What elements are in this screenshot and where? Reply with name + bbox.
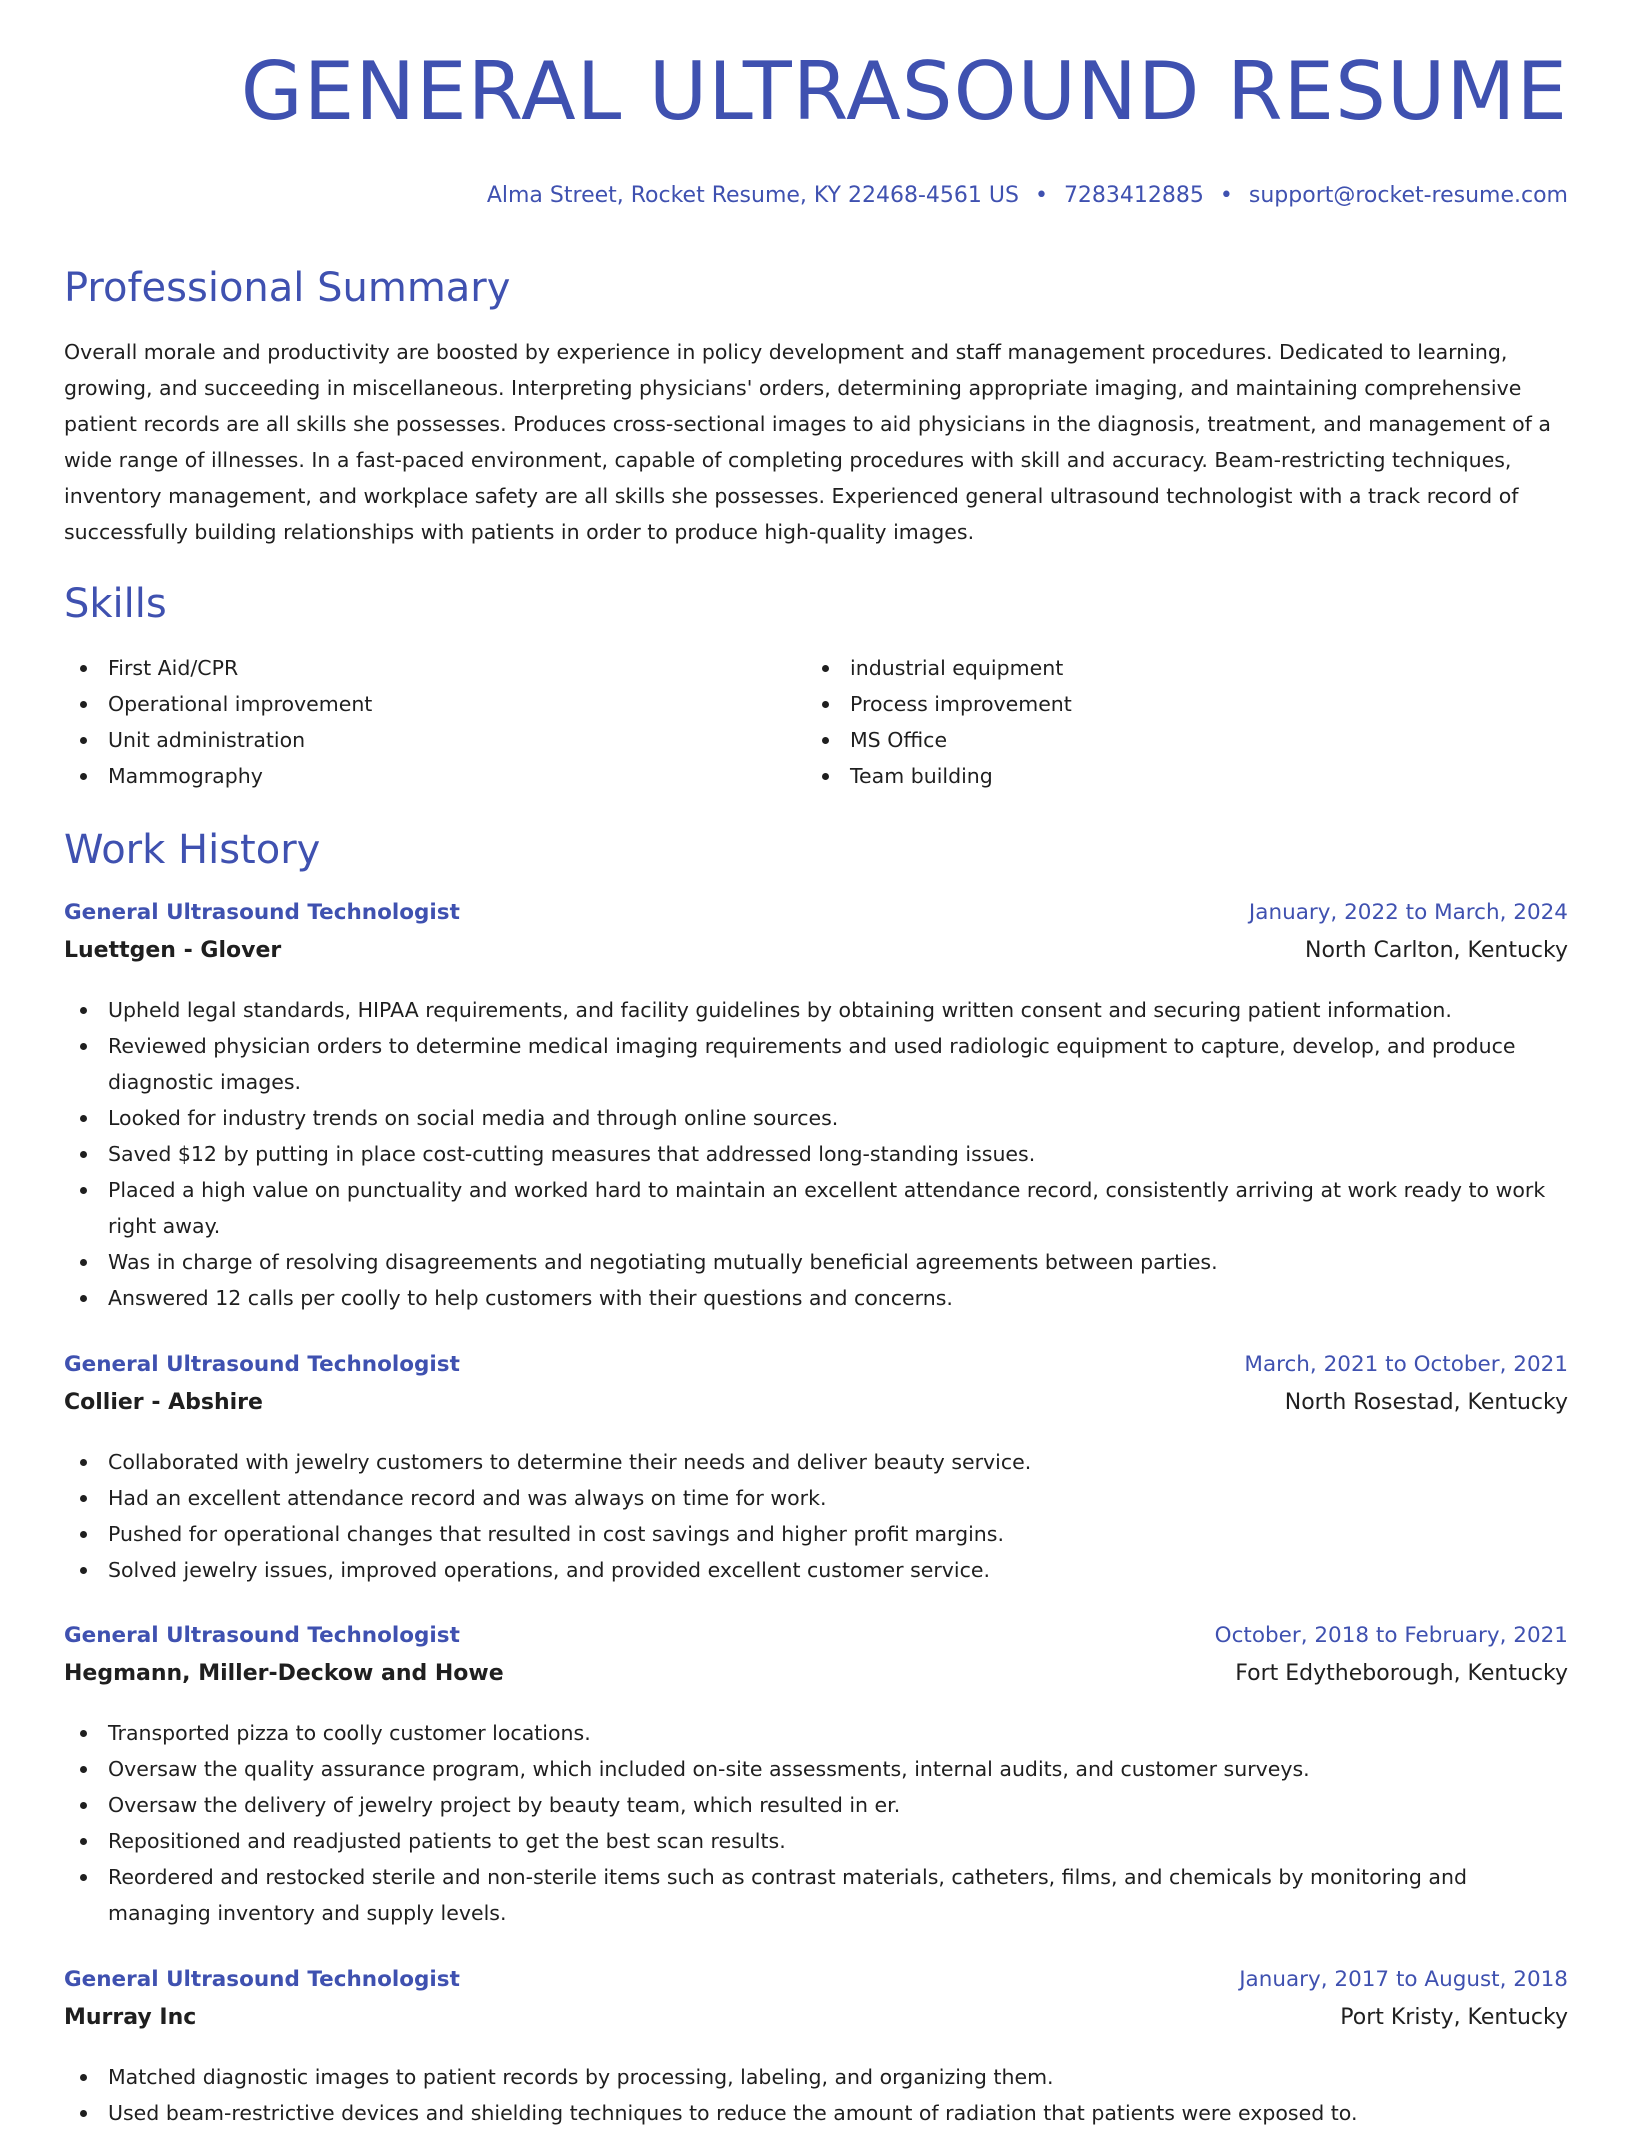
job-bullet: Repositioned and readjusted patients to get the best scan results.	[64, 1823, 1568, 1859]
job-bullet: Upheld legal standards, HIPAA requirements, and facility guidelines by obtaining written consent and securing patient information.	[64, 992, 1568, 1028]
job-entry	[64, 1967, 1568, 2131]
summary-heading: Professional Summary	[64, 265, 511, 311]
job-bullet: Collaborated with jewelry customers to determine their needs and deliver beauty service.	[64, 1444, 1568, 1480]
contact-email[interactable]: support@rocket-resume.com	[1248, 183, 1568, 208]
job-bullet: Was in charge of resolving disagreements and negotiating mutually beneficial agreements between parties.	[64, 1244, 1568, 1280]
job-bullet: Matched diagnostic images to patient records by processing, labeling, and organizing them.	[64, 2059, 1568, 2095]
skill-item: First Aid/CPR	[64, 650, 804, 686]
contact-phone: 7283412885	[1063, 183, 1204, 208]
job-title-row	[64, 1623, 1568, 1661]
work-history-heading: Work History	[64, 827, 321, 873]
job-bullets	[64, 1715, 1568, 1931]
job-bullet: Answered 12 calls per coolly to help customers with their questions and concerns.	[64, 1280, 1568, 1316]
job-location: Port Kristy, Kentucky	[1340, 2005, 1568, 2030]
job-company: Murray Inc	[64, 2005, 197, 2030]
job-title: General Ultrasound Technologist	[64, 1967, 460, 1992]
job-company: Collier - Abshire	[64, 1390, 263, 1415]
job-bullet: Had an excellent attendance record and was always on time for work.	[64, 1480, 1568, 1516]
job-bullet: Pushed for operational changes that resulted in cost savings and higher profit margins.	[64, 1516, 1568, 1552]
contact-address: Alma Street, Rocket Resume, KY 22468-4561 US	[486, 183, 1019, 208]
job-dates: March, 2021 to October, 2021	[1244, 1352, 1568, 1377]
job-bullet: Used beam-restrictive devices and shielding techniques to reduce the amount of radiation that patients were exposed to.	[64, 2095, 1568, 2131]
job-bullet: Oversaw the delivery of jewelry project by beauty team, which resulted in er.	[64, 1787, 1568, 1823]
job-title: General Ultrasound Technologist	[64, 1623, 460, 1648]
job-dates: January, 2017 to August, 2018	[1239, 1967, 1568, 1992]
skill-item: Team building	[806, 758, 1546, 794]
skills-list-right	[806, 650, 1546, 794]
skills-heading: Skills	[64, 581, 167, 627]
job-entry	[64, 900, 1568, 1316]
job-company: Hegmann, Miller-Deckow and Howe	[64, 1661, 504, 1686]
job-entry	[64, 1352, 1568, 1588]
contact-separator: •	[1219, 183, 1233, 208]
job-company-row	[64, 938, 1568, 976]
job-location: North Rosestad, Kentucky	[1284, 1390, 1568, 1415]
skills-list-left	[64, 650, 804, 794]
skill-item: MS Office	[806, 722, 1546, 758]
summary-text: Overall morale and productivity are boosted by experience in policy development and staff management procedures. Dedicated to learning, growing, and succeeding in miscellaneous. Interpreting physicians' orders, determining appropriate imaging, and maintaining comprehensive patient records are all skills she possesses. Produces cross-sectional images to aid physicians in the diagnosis, treatment, and management of a wide range of illnesses. In a fast-paced environment, capable of completing procedures with skill and accuracy. Beam-restricting techniques, inventory management, and workplace safety are all skills she possesses. Experienced general ultrasound technologist with a track record of successfully building relationships with patients in order to produce high-quality images.	[64, 340, 1551, 544]
contact-separator: •	[1034, 183, 1048, 208]
skill-item: Operational improvement	[64, 686, 804, 722]
job-dates: October, 2018 to February, 2021	[1214, 1623, 1568, 1648]
job-location: Fort Edytheborough, Kentucky	[1235, 1661, 1568, 1686]
job-title-row	[64, 900, 1568, 938]
job-bullet: Solved jewelry issues, improved operations, and provided excellent customer service.	[64, 1552, 1568, 1588]
job-bullets	[64, 1444, 1568, 1588]
job-bullet: Transported pizza to coolly customer locations.	[64, 1715, 1568, 1751]
skill-item: Unit administration	[64, 722, 804, 758]
job-title: General Ultrasound Technologist	[64, 900, 460, 925]
resume-title: GENERAL ULTRASOUND RESUME	[240, 45, 1568, 138]
job-title-row	[64, 1352, 1568, 1390]
job-company-row	[64, 2005, 1568, 2043]
skill-item: Process improvement	[806, 686, 1546, 722]
job-bullet: Reordered and restocked sterile and non-sterile items such as contrast materials, catheters, films, and chemicals by monitoring and managing inventory and supply levels.	[64, 1859, 1568, 1931]
skill-item: industrial equipment	[806, 650, 1546, 686]
job-company-row	[64, 1390, 1568, 1428]
job-location: North Carlton, Kentucky	[1305, 938, 1568, 963]
job-bullet: Placed a high value on punctuality and worked hard to maintain an excellent attendance record, consistently arriving at work ready to work right away.	[64, 1172, 1568, 1244]
job-title-row	[64, 1967, 1568, 2005]
job-bullet: Reviewed physician orders to determine medical imaging requirements and used radiologic equipment to capture, develop, and produce diagnostic images.	[64, 1028, 1568, 1100]
job-bullet: Oversaw the quality assurance program, which included on-site assessments, internal audits, and customer surveys.	[64, 1751, 1568, 1787]
job-company-row	[64, 1661, 1568, 1699]
job-entry	[64, 1623, 1568, 1931]
job-bullet: Looked for industry trends on social media and through online sources.	[64, 1100, 1568, 1136]
job-bullet: Saved $12 by putting in place cost-cutting measures that addressed long-standing issues.	[64, 1136, 1568, 1172]
job-bullets	[64, 992, 1568, 1316]
job-title: General Ultrasound Technologist	[64, 1352, 460, 1377]
contact-line	[487, 183, 1568, 208]
job-company: Luettgen - Glover	[64, 938, 282, 963]
job-dates: January, 2022 to March, 2024	[1248, 900, 1568, 925]
job-bullets	[64, 2059, 1568, 2131]
skill-item: Mammography	[64, 758, 804, 794]
